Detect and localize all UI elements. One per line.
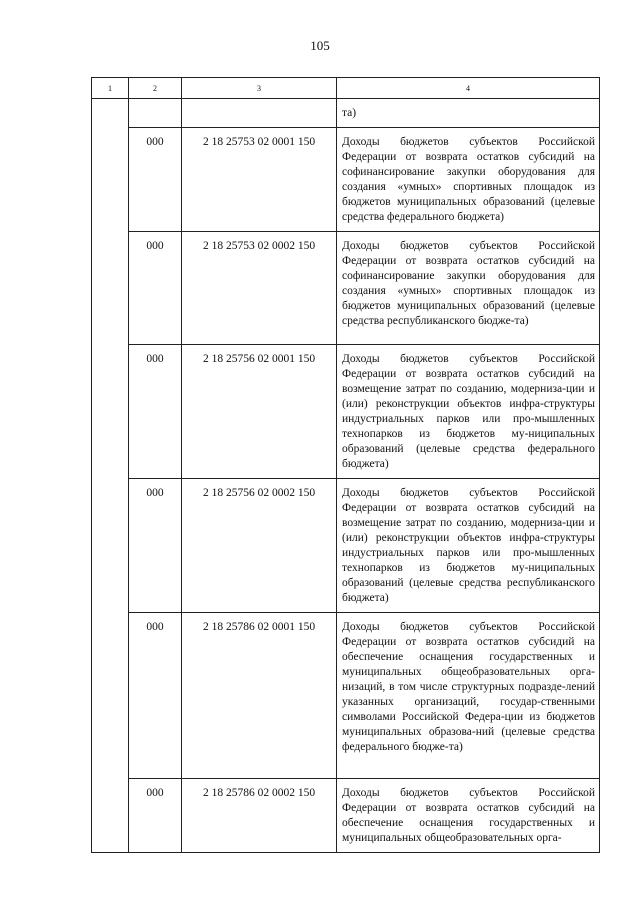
table-row bbox=[92, 128, 600, 232]
column-header-1: 1 bbox=[92, 78, 129, 99]
budget-code-cell: 2 18 25786 02 0002 150 bbox=[182, 779, 337, 853]
table-row bbox=[92, 99, 600, 128]
admin-code-cell bbox=[129, 99, 182, 128]
budget-code-cell: 2 18 25753 02 0001 150 bbox=[182, 128, 337, 232]
table-row bbox=[92, 479, 600, 613]
budget-code-cell: 2 18 25753 02 0002 150 bbox=[182, 232, 337, 345]
budget-code-cell: 2 18 25756 02 0002 150 bbox=[182, 479, 337, 613]
budget-code-cell: 2 18 25786 02 0001 150 bbox=[182, 613, 337, 779]
column-header-4: 4 bbox=[337, 78, 600, 99]
table-row bbox=[92, 613, 600, 779]
column-header-3: 3 bbox=[182, 78, 337, 99]
table-row bbox=[92, 779, 600, 853]
admin-code-cell: 000 bbox=[129, 613, 182, 779]
admin-code-cell: 000 bbox=[129, 779, 182, 853]
column-1-cell bbox=[92, 99, 129, 853]
admin-code-cell: 000 bbox=[129, 128, 182, 232]
income-codes-table bbox=[91, 77, 600, 853]
description-cell: Доходы бюджетов субъектов Российской Федерации от возврата остатков субсидий на софинансирование закупки оборудования для создания «умных» спортивных площадок из бюджетов муниципальных образований (целевые средства республиканского бюдже-та) bbox=[337, 232, 600, 345]
description-cell: Доходы бюджетов субъектов Российской Федерации от возврата остатков субсидий на возмещение затрат по созданию, модерниза-ции и (или) реконструкции объектов инфра-структуры индустриальных парков или про-мышленных технопарков из бюджетов му-ниципальных образований (целевые средства федерального бюджета) bbox=[337, 345, 600, 479]
table-header-row bbox=[92, 78, 600, 99]
description-cell: Доходы бюджетов субъектов Российской Федерации от возврата остатков субсидий на софинансирование закупки оборудования для создания «умных» спортивных площадок из бюджетов муниципальных образований (целевые средства федерального бюджета) bbox=[337, 128, 600, 232]
admin-code-cell: 000 bbox=[129, 345, 182, 479]
budget-code-cell bbox=[182, 99, 337, 128]
description-cell: Доходы бюджетов субъектов Российской Федерации от возврата остатков субсидий на возмещение затрат по созданию, модерниза-ции и (или) реконструкции объектов инфра-структуры индустриальных парков или про-мышленных технопарков из бюджетов му-ниципальных образований (целевые средства республиканского бюджета) bbox=[337, 479, 600, 613]
admin-code-cell: 000 bbox=[129, 232, 182, 345]
admin-code-cell: 000 bbox=[129, 479, 182, 613]
budget-code-cell: 2 18 25756 02 0001 150 bbox=[182, 345, 337, 479]
description-cell: Доходы бюджетов субъектов Российской Федерации от возврата остатков субсидий на обеспечение оснащения государственных и муниципальных общеобразовательных орга-низаций, в том числе структурных подразде-лений указанных организаций, государ-ственными символами Российской Федера-ции из бюджетов муниципальных образова-ний (целевые средства федерального бюдже-та) bbox=[337, 613, 600, 779]
table-row bbox=[92, 345, 600, 479]
description-cell: та) bbox=[337, 99, 600, 128]
table-row bbox=[92, 232, 600, 345]
page-number: 105 bbox=[310, 38, 330, 53]
description-cell: Доходы бюджетов субъектов Российской Федерации от возврата остатков субсидий на обеспечение оснащения государственных и муниципальных общеобразовательных орга- bbox=[337, 779, 600, 853]
column-header-2: 2 bbox=[129, 78, 182, 99]
